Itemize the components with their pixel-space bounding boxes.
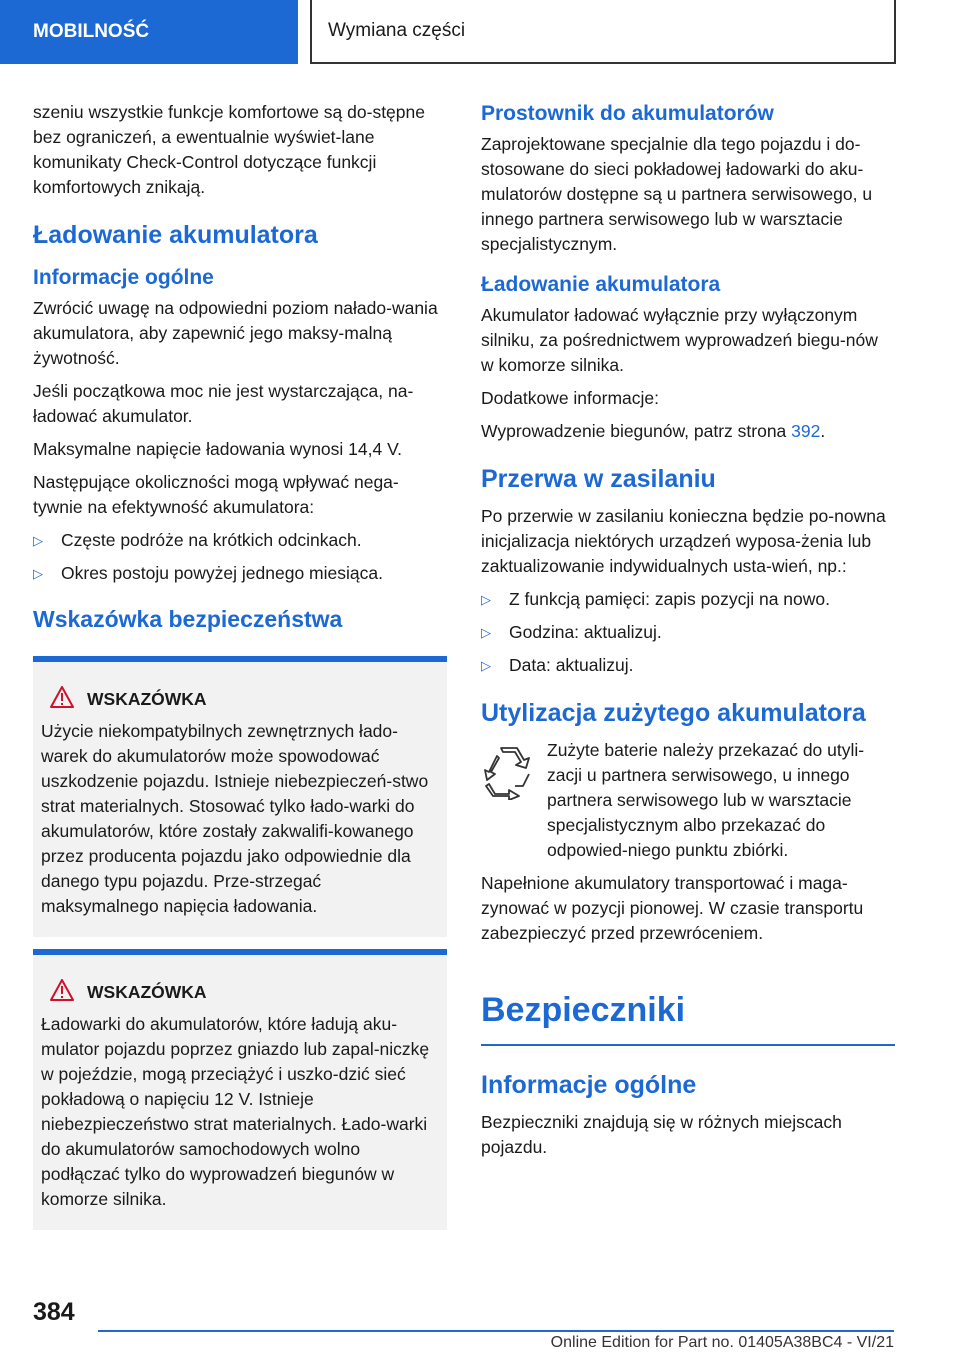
- paragraph: Po przerwie w zasilaniu konieczna będzie po-nowna inicjalizacja niektórych urządzeń wyposa-żenia lub zaktualizowanie indywidualnych usta-wień, np.:: [481, 506, 886, 576]
- footer-divider: [98, 1330, 894, 1332]
- list-item: [481, 620, 895, 645]
- disposal-block: [481, 738, 895, 871]
- paragraph: Jeśli początkowa moc nie jest wystarczająca, na-ładować akumulator.: [33, 381, 414, 426]
- paragraph: Zwrócić uwagę na odpowiedni poziom nałado-wania akumulatora, aby zapewnić jego maksy-malną żywotność.: [33, 298, 438, 368]
- heading-safety: Wskazówka bezpieczeństwa: [33, 606, 343, 632]
- paragraph: Maksymalne napięcie ładowania wynosi 14,4 V.: [33, 439, 403, 459]
- triangle-bullet-icon: ▷: [33, 533, 43, 548]
- triangle-bullet-icon: ▷: [481, 592, 491, 607]
- paragraph: Następujące okoliczności mogą wpływać nega-tywnie na efektywność akumulatora:: [33, 472, 399, 517]
- heading-charging: Ładowanie akumulatora: [481, 273, 721, 296]
- factors-list: [33, 528, 447, 586]
- paragraph: Napełnione akumulatory transportować i maga-zynować w pozycji pionowej. W czasie transportu zabezpieczyć przed przewróceniem.: [481, 873, 864, 943]
- heading-general-info: Informacje ogólne: [33, 266, 214, 289]
- page-link[interactable]: 392: [791, 421, 821, 441]
- intro-paragraph: szeniu wszystkie funkcje komfortowe są do-stępne bez ograniczeń, a ewentualnie wyświet-lane komunikaty Check-Control dotyczące funkcji komfortowych znikają.: [33, 102, 425, 197]
- paragraph: Zaprojektowane specjalnie dla tego pojazdu i do-stosowane do sieci pokładowej ładowarki do aku-mulatorów dostępne są u partnera serwisowego, u innego partnera serwisowego lub w warsztacie specjalistycznym.: [481, 134, 873, 254]
- warning-text: Ładowarki do akumulatorów, które ładują aku-mulator pojazdu poprzez gniazdo lub zapal-niczkę w pojeździe, mogą przeciążyć i uszko-dzić sieć pokładową o napięciu 12 V. Istnieje niebezpieczeństwo strat materialnych. Łado-warki do akumulatorów samochodowych wolno podłączać tylko do wyprowadzeń biegunów w komorze silnika.: [41, 1014, 430, 1209]
- right-column: [481, 100, 895, 1168]
- list-item: [33, 528, 447, 553]
- paragraph: Akumulator ładować wyłącznie przy wyłączonym silniku, za pośrednictwem wyprowadzeń biegu-nów w komorze silnika.: [481, 305, 878, 375]
- heading-outage: Przerwa w zasilaniu: [481, 465, 716, 493]
- recycle-icon: [481, 744, 541, 804]
- reference-text: Wyprowadzenie biegunów, patrz strona: [481, 421, 792, 441]
- heading-charging: Ładowanie akumulatora: [33, 221, 318, 249]
- list-item: [481, 587, 895, 612]
- warning-title: WSKAZÓWKA: [87, 982, 207, 1002]
- warning-text: Użycie niekompatybilnych zewnętrznych łado-warek do akumulatorów może spowodować uszkodzenie pojazdu. Istnieje niebezpieczeń-stwo strat materialnych. Stosować tylko łado-warki do akumulatorów, które zostały zakwalifi-kowanego przez producenta pojazdu jako odpowiednie dla danego typu pojazdu. Prze-strzegać maksymalnego napięcia ładowania.: [41, 721, 429, 916]
- list-item-text: Z funkcją pamięci: zapis pozycji na nowo.: [509, 589, 830, 609]
- paragraph: Zużyte baterie należy przekazać do utyli-zacji u partnera serwisowego, u innego partnera serwisowego lub w warsztacie specjalistycznym albo przekazać do odpowied-niego punktu zbiórki.: [547, 740, 865, 860]
- triangle-bullet-icon: ▷: [481, 625, 491, 640]
- left-column: [33, 100, 447, 1230]
- page-number: 384: [33, 1298, 75, 1326]
- warning-title: WSKAZÓWKA: [87, 689, 207, 709]
- edition-text: Online Edition for Part no. 01405A38BC4 - VI/21: [550, 1334, 894, 1351]
- list-item-text: Okres postoju powyżej jednego miesiąca.: [61, 563, 383, 583]
- list-item: [481, 653, 895, 678]
- section-tab: [0, 0, 298, 64]
- reference-end: .: [820, 421, 826, 441]
- heading-fuses-general: Informacje ogólne: [481, 1071, 697, 1099]
- warning-triangle-icon: [41, 979, 83, 1006]
- heading-rectifier: Prostownik do akumulatorów: [481, 102, 774, 125]
- chapter-title: [310, 0, 896, 64]
- warning-box: [33, 656, 447, 937]
- list-item-text: Częste podróże na krótkich odcinkach.: [61, 530, 362, 550]
- list-item-text: Data: aktualizuj.: [509, 655, 634, 675]
- list-item-text: Godzina: aktualizuj.: [509, 622, 662, 642]
- heading-disposal: Utylizacja zużytego akumulatora: [481, 699, 866, 727]
- paragraph: Dodatkowe informacje:: [481, 388, 659, 408]
- paragraph: Bezpieczniki znajdują się w różnych miejscach pojazdu.: [481, 1112, 842, 1157]
- triangle-bullet-icon: ▷: [481, 658, 491, 673]
- chapter-title-text: Wymiana części: [328, 20, 466, 41]
- warning-header: [41, 979, 431, 1006]
- warning-box: [33, 949, 447, 1230]
- list-item: [33, 561, 447, 586]
- reference-paragraph: [481, 419, 895, 444]
- warning-header: [41, 686, 431, 713]
- outage-list: [481, 587, 895, 678]
- triangle-bullet-icon: ▷: [33, 566, 43, 581]
- section-label: MOBILNOŚĆ: [33, 21, 150, 42]
- heading-fuses: Bezpieczniki: [481, 990, 895, 1046]
- warning-triangle-icon: [41, 686, 83, 713]
